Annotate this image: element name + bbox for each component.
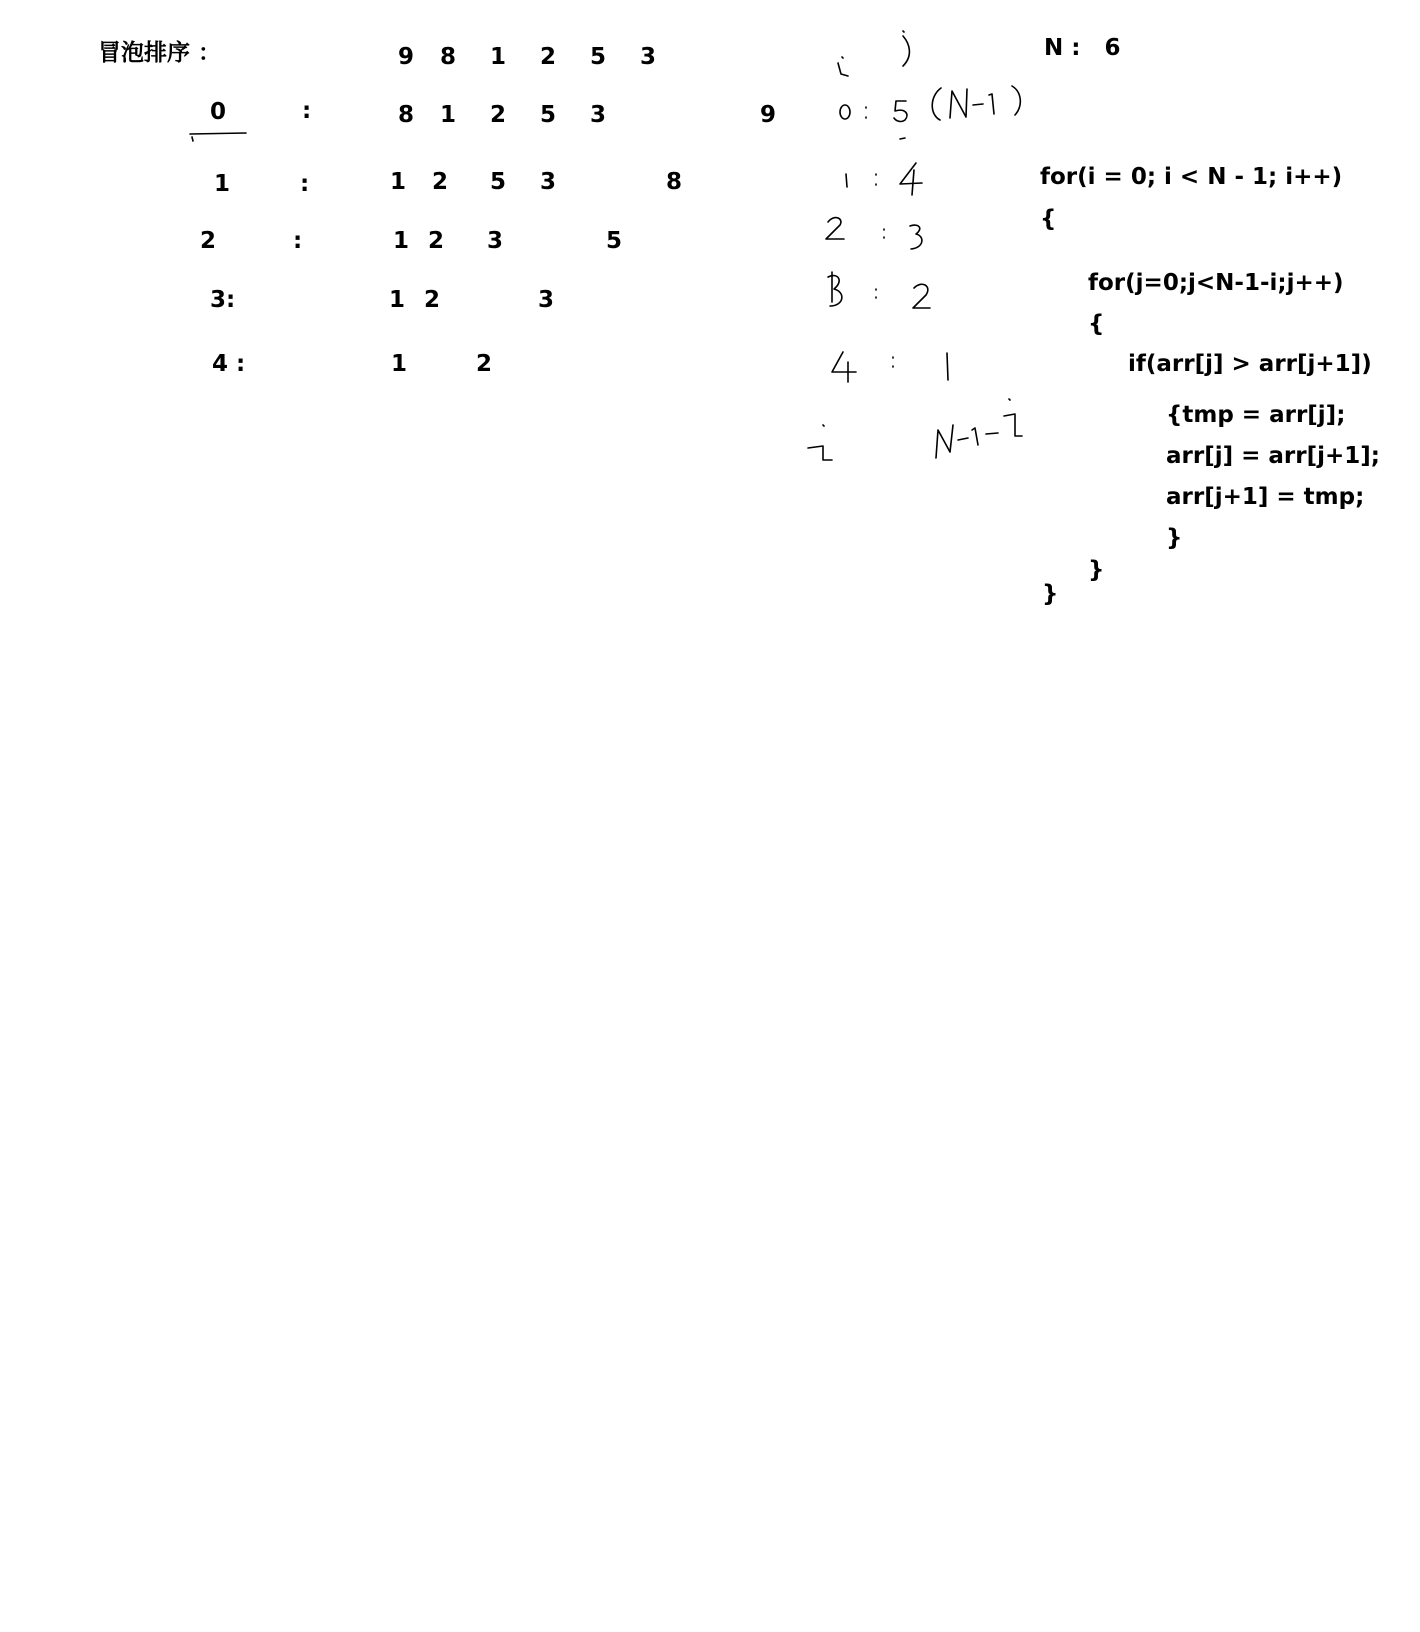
hw-general-j — [936, 425, 953, 458]
initial-value: 3 — [640, 44, 657, 70]
pass-value: 3 — [590, 102, 607, 128]
hw-row1-i — [846, 174, 847, 187]
pass-sorted-value: 5 — [606, 228, 623, 254]
pass-value: 8 — [398, 102, 415, 128]
pass-value: 1 — [390, 169, 407, 195]
pass-value: 1 — [440, 102, 457, 128]
pass-colon: : — [300, 171, 310, 197]
initial-value: 5 — [590, 44, 607, 70]
hw-header-i — [838, 63, 848, 76]
code-line: { — [1088, 311, 1105, 337]
hw-row0-j — [894, 101, 907, 121]
code-line: } — [1042, 581, 1059, 607]
pass-colon: : — [293, 228, 303, 254]
pass-value: 1 — [391, 351, 408, 377]
pass-value: 2 — [424, 287, 441, 313]
hw-row1-j — [900, 163, 922, 184]
page-title: 冒泡排序 ： — [98, 40, 222, 66]
pass-value: 2 — [490, 102, 507, 128]
pass-value: 5 — [540, 102, 557, 128]
hw-header-j — [903, 36, 909, 66]
code-line: for(j=0;j<N-1-i;j++) — [1088, 270, 1344, 296]
pass-label: 1 — [214, 171, 231, 197]
initial-value: 9 — [398, 44, 415, 70]
pass-value: 5 — [490, 169, 507, 195]
pass-value: 3 — [487, 228, 504, 254]
hw-row4-j — [947, 353, 948, 380]
pass-label: 3: — [210, 287, 236, 313]
hw-row3-i — [828, 276, 842, 306]
code-line: { — [1040, 206, 1057, 232]
code-line: arr[j] = arr[j+1]; — [1166, 443, 1380, 469]
pass-value: 2 — [432, 169, 449, 195]
pass-label: 0 — [210, 99, 227, 125]
hw-row0-note — [932, 88, 941, 120]
code-line: if(arr[j] > arr[j+1]) — [1128, 351, 1372, 377]
code-line: arr[j+1] = tmp; — [1166, 484, 1365, 510]
initial-value: 8 — [440, 44, 457, 70]
hw-row2-j — [910, 225, 922, 249]
code-line: } — [1166, 525, 1183, 551]
initial-value: 1 — [490, 44, 507, 70]
pass-sorted-value: 9 — [760, 102, 777, 128]
initial-value: 2 — [540, 44, 557, 70]
pass-colon: : — [302, 98, 312, 124]
hw-row3-j — [913, 284, 930, 308]
code-line: } — [1088, 557, 1105, 583]
pass-value: 1 — [393, 228, 410, 254]
code-line: {tmp = arr[j]; — [1166, 402, 1346, 428]
hw-row0-i — [840, 105, 850, 119]
pass-label: 4 : — [212, 351, 246, 377]
pass-sorted-value: 3 — [538, 287, 555, 313]
hw-row4-i — [832, 352, 856, 372]
pass-value: 1 — [389, 287, 406, 313]
code-line: for(i = 0; i < N - 1; i++) — [1040, 164, 1343, 190]
pass-value: 2 — [428, 228, 445, 254]
pass-value: 3 — [540, 169, 557, 195]
hw-general-i — [808, 446, 832, 460]
hw-row2-i — [826, 218, 844, 239]
pass-sorted-value: 2 — [476, 351, 493, 377]
pass-label: 2 — [200, 228, 217, 254]
n-label: N : 6 — [1044, 35, 1121, 61]
pass-sorted-value: 8 — [666, 169, 683, 195]
